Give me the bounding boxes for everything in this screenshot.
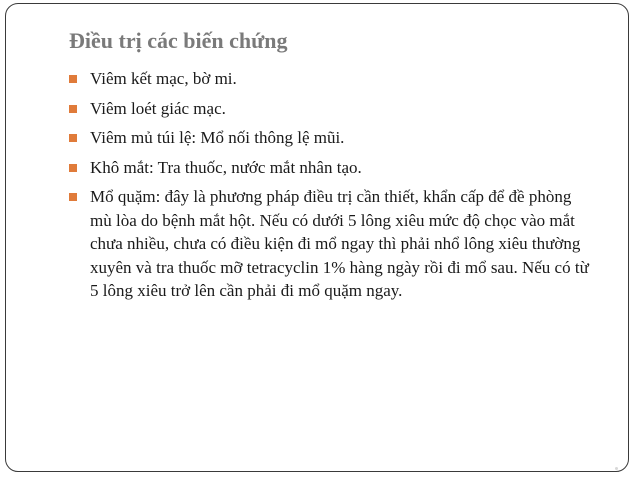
bullet-text: Mổ quặm: đây là phương pháp điều trị cần thiết, khẩn cấp để đề phòng mù lòa do bệnh mắt hột. Nếu có dưới 5 lông xiêu mức độ chọc vào mắt chưa nhiều, chưa có điều kiện đi mổ ngay thì phải nhổ lông xiêu thường xuyên và tra thuốc mỡ tetracyclin 1% hàng ngày rồi đi mổ sau. Nếu có từ 5 lông xiêu trở lên cần phải đi mổ quặm ngay. (90, 187, 589, 300)
square-bullet-icon (69, 75, 77, 83)
bullet-item (69, 185, 589, 303)
bullet-text: Khô mắt: Tra thuốc, nước mắt nhân tạo. (90, 157, 362, 177)
square-bullet-icon (69, 134, 77, 142)
bullet-list (69, 67, 589, 309)
square-bullet-icon (69, 193, 77, 201)
slide-title: Điều trị các biến chứng (69, 28, 288, 53)
bullet-item (69, 97, 589, 121)
bullet-text: Viêm kết mạc, bờ mi. (90, 69, 237, 88)
bullet-text: Viêm mủ túi lệ: Mổ nối thông lệ mũi. (90, 128, 345, 147)
bullet-item (69, 67, 589, 91)
bullet-item (69, 126, 589, 150)
corner-decoration (615, 467, 618, 470)
bullet-item (69, 156, 589, 180)
bullet-text: Viêm loét giác mạc. (90, 98, 226, 118)
square-bullet-icon (69, 164, 77, 172)
square-bullet-icon (69, 105, 77, 113)
